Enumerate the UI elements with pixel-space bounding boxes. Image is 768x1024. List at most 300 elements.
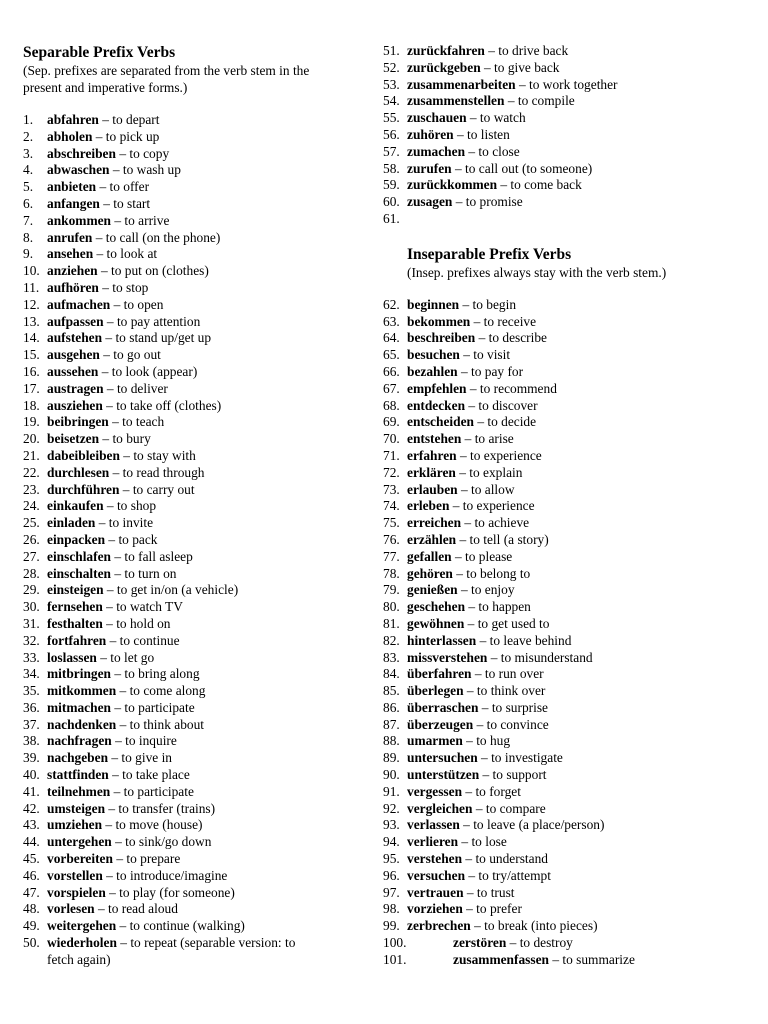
verb-term: zerbrechen — [407, 918, 471, 934]
verb-term: entstehen — [407, 431, 462, 447]
list-item — [383, 177, 753, 194]
verb-term: fortfahren — [47, 632, 107, 648]
verb-definition: – to introduce/imagine — [106, 867, 228, 883]
item-number: 98. — [383, 901, 400, 917]
verb-term: unterstützen — [407, 767, 480, 783]
verb-definition: – to understand — [465, 851, 548, 867]
list-item — [383, 347, 753, 364]
verb-term: besuchen — [407, 347, 460, 363]
verb-term: überfahren — [407, 666, 472, 682]
verb-definition: – to pick up — [95, 128, 160, 144]
verb-term: anrufen — [47, 229, 93, 245]
item-number: 35. — [23, 683, 40, 699]
list-item — [383, 733, 753, 750]
inseparable-subtitle: (Insep. prefixes always stay with the verb stem.) — [407, 264, 667, 280]
verb-definition: – to recommend — [469, 380, 557, 396]
verb-term: beginnen — [407, 296, 460, 312]
verb-definition: – to come back — [500, 177, 582, 193]
verb-definition: – to copy — [119, 145, 170, 161]
list-item — [23, 817, 363, 834]
separable-subtitle — [23, 62, 363, 96]
list-item — [23, 935, 363, 952]
item-number: 27. — [23, 548, 40, 564]
verb-term: überzeugen — [407, 716, 474, 732]
item-number: 66. — [383, 363, 400, 379]
verb-term: untersuchen — [407, 750, 478, 766]
list-item — [383, 666, 753, 683]
list-item — [23, 868, 363, 885]
item-number: 79. — [383, 582, 400, 598]
verb-term: abwaschen — [47, 162, 110, 178]
verb-term: gefallen — [407, 548, 452, 564]
item-number: 99. — [383, 918, 400, 934]
item-number: 15. — [23, 347, 40, 363]
verb-term: vorlesen — [47, 901, 95, 917]
list-item — [23, 431, 363, 448]
item-number: 25. — [23, 515, 40, 531]
list-item — [23, 112, 363, 129]
list-item — [23, 784, 363, 801]
item-number: 40. — [23, 767, 40, 783]
list-item — [383, 127, 753, 144]
item-number: 34. — [23, 666, 40, 682]
verb-term: einpacken — [47, 531, 106, 547]
verb-definition: – to open — [113, 296, 164, 312]
verb-definition: – to run over — [474, 666, 544, 682]
item-number: 45. — [23, 851, 40, 867]
list-item — [383, 431, 753, 448]
verb-term: ansehen — [47, 246, 94, 262]
item-number: 90. — [383, 767, 400, 783]
verb-definition: – to leave behind — [479, 632, 572, 648]
verb-term: verstehen — [407, 851, 463, 867]
verb-definition: – to support — [482, 767, 547, 783]
separable-verb-list — [23, 112, 363, 935]
verb-definition: – to prepare — [116, 851, 181, 867]
inseparable-verb-list — [383, 297, 753, 935]
verb-definition: – to stay with — [123, 447, 196, 463]
verb-term: anziehen — [47, 263, 98, 279]
item-number: 75. — [383, 515, 400, 531]
verb-definition: – to convince — [476, 716, 549, 732]
verb-definition: – to transfer (trains) — [108, 800, 216, 816]
item-number: 84. — [383, 666, 400, 682]
list-item — [23, 901, 363, 918]
item-number: 92. — [383, 800, 400, 816]
list-item — [23, 213, 363, 230]
verb-definition: – to participate — [114, 699, 195, 715]
verb-term: mitkommen — [47, 683, 117, 699]
verb-term: festhalten — [47, 615, 103, 631]
verb-definition: – to continue — [109, 632, 180, 648]
verb-definition: – to look at — [96, 246, 158, 262]
verb-definition: – to receive — [473, 313, 537, 329]
list-item — [383, 599, 753, 616]
verb-definition: – to stop — [102, 279, 149, 295]
item-number: 33. — [23, 649, 40, 665]
item-number: 8. — [23, 229, 34, 245]
verb-definition: – to watch — [469, 110, 526, 126]
list-item — [23, 196, 363, 213]
list-item — [23, 885, 363, 902]
list-item — [383, 549, 753, 566]
verb-definition: – to bury — [102, 431, 151, 447]
verb-definition: – to drive back — [488, 43, 569, 58]
verb-definition: – to read through — [112, 464, 205, 480]
item-number: 68. — [383, 397, 400, 413]
verb-definition: – to shop — [106, 498, 157, 514]
item-number: 46. — [23, 867, 40, 883]
item-number: 17. — [23, 380, 40, 396]
verb-term: geschehen — [407, 599, 466, 615]
item-number: 36. — [23, 699, 40, 715]
right-column — [383, 0, 753, 969]
item-number: 4. — [23, 162, 34, 178]
list-item — [383, 851, 753, 868]
list-item — [23, 851, 363, 868]
verb-definition: – to give back — [484, 59, 560, 75]
verb-term: zurückkommen — [407, 177, 498, 193]
item-number: 10. — [23, 263, 40, 279]
verb-definition: – to trust — [466, 884, 515, 900]
verb-term: weitergehen — [47, 918, 117, 934]
list-item — [23, 498, 363, 515]
verb-term: zusammenstellen — [407, 93, 505, 109]
separable-heading: Separable Prefix Verbs — [23, 44, 176, 61]
list-item — [23, 767, 363, 784]
verb-term: nachdenken — [47, 716, 117, 732]
item-number: 91. — [383, 783, 400, 799]
list-item — [23, 733, 363, 750]
list-item — [383, 465, 753, 482]
item-number: 49. — [23, 918, 40, 934]
verb-definition: – to break (into pieces) — [474, 918, 598, 934]
verb-definition: – to explain — [459, 464, 523, 480]
verb-term: umsteigen — [47, 800, 106, 816]
separable-subtitle-line1: (Sep. prefixes are separated from the verb stem in the — [23, 63, 310, 78]
item-number: 29. — [23, 582, 40, 598]
verb-term: fernsehen — [47, 599, 103, 615]
inseparable-heading: Inseparable Prefix Verbs — [407, 245, 572, 263]
item-number: 82. — [383, 632, 400, 648]
list-item — [383, 952, 753, 969]
list-item — [383, 515, 753, 532]
item-number: 44. — [23, 834, 40, 850]
verb-definition: – to let go — [100, 649, 155, 665]
list-item — [23, 263, 363, 280]
verb-term: verlassen — [407, 817, 460, 833]
verb-definition: – to deliver — [106, 380, 168, 396]
verb-term: anfangen — [47, 195, 100, 211]
verb-definition: – to pay attention — [106, 313, 201, 329]
list-item — [383, 381, 753, 398]
verb-definition: – to continue (walking) — [119, 918, 245, 934]
verb-term: nachfragen — [47, 733, 112, 749]
verb-term: mitbringen — [47, 666, 111, 682]
verb-term: aufstehen — [47, 330, 103, 346]
verb-term: zusammenfassen — [453, 951, 549, 967]
item-number: 31. — [23, 615, 40, 631]
item-number: 100. — [383, 935, 407, 951]
verb-definition: – to watch TV — [106, 599, 183, 615]
list-item — [23, 465, 363, 482]
verb-term: zusagen — [407, 194, 453, 210]
list-item — [383, 60, 753, 77]
verb-term: abholen — [47, 128, 93, 144]
list-item — [383, 801, 753, 818]
verb-definition: – to offer — [99, 179, 150, 195]
verb-term: zurückgeben — [407, 59, 481, 75]
list-item — [23, 129, 363, 146]
verb-term: gewöhnen — [407, 615, 465, 631]
list-item — [23, 549, 363, 566]
item-number: 78. — [383, 565, 400, 581]
list-item — [23, 650, 363, 667]
list-item-empty — [383, 211, 753, 228]
verb-term: empfehlen — [407, 380, 467, 396]
list-item — [383, 482, 753, 499]
list-item — [383, 297, 753, 314]
item-number: 48. — [23, 901, 40, 917]
list-item — [23, 179, 363, 196]
verb-definition: – to decide — [477, 414, 537, 430]
verb-term: verlieren — [407, 834, 459, 850]
list-item — [23, 918, 363, 935]
item-number: 52. — [383, 59, 400, 75]
verb-term: erreichen — [407, 515, 462, 531]
verb-term: einschalten — [47, 565, 111, 581]
item-number: 67. — [383, 380, 400, 396]
verb-term: vergleichen — [407, 800, 473, 816]
item-number: 61. — [383, 210, 400, 226]
item-number: 81. — [383, 615, 400, 631]
verb-term: überlegen — [407, 683, 464, 699]
list-item — [383, 633, 753, 650]
verb-definition: – to destroy — [509, 935, 573, 951]
item-number: 14. — [23, 330, 40, 346]
list-item — [383, 314, 753, 331]
verb-definition: – to enjoy — [460, 582, 515, 598]
item-number: 74. — [383, 498, 400, 514]
verb-term: wiederholen — [47, 935, 117, 951]
verb-definition: – to allow — [460, 481, 515, 497]
list-item — [383, 717, 753, 734]
verb-definition: – to begin — [462, 296, 517, 312]
verb-definition: – to come along — [119, 683, 206, 699]
list-item — [23, 314, 363, 331]
list-item — [383, 498, 753, 515]
list-item — [383, 110, 753, 127]
list-item — [383, 398, 753, 415]
verb-term: erzählen — [407, 531, 457, 547]
verb-definition: – to look (appear) — [101, 363, 198, 379]
item-number: 96. — [383, 867, 400, 883]
verb-term: austragen — [47, 380, 104, 396]
item-number: 93. — [383, 817, 400, 833]
verb-definition: – to close — [468, 143, 520, 159]
item-number: 60. — [383, 194, 400, 210]
verb-term: bezahlen — [407, 363, 458, 379]
item-number: 63. — [383, 313, 400, 329]
verb-term: einladen — [47, 515, 96, 531]
list-item — [383, 767, 753, 784]
verb-definition: – to summarize — [552, 951, 635, 967]
verb-term: zerstören — [453, 935, 507, 951]
list-item — [383, 364, 753, 381]
verb-definition: – to try/attempt — [468, 867, 551, 883]
list-item — [23, 347, 363, 364]
verb-definition: – to think about — [119, 716, 205, 732]
list-item — [23, 599, 363, 616]
verb-term: hinterlassen — [407, 632, 477, 648]
verb-term: einkaufen — [47, 498, 104, 514]
item-number: 41. — [23, 783, 40, 799]
list-item — [383, 161, 753, 178]
list-item — [383, 683, 753, 700]
verb-definition: – to prefer — [466, 901, 522, 917]
list-item — [383, 700, 753, 717]
verb-definition: – to start — [103, 195, 151, 211]
list-item — [23, 582, 363, 599]
list-item — [383, 582, 753, 599]
item-number: 30. — [23, 599, 40, 615]
verb-definition: – to hold on — [106, 615, 171, 631]
verb-definition: – to lose — [461, 834, 507, 850]
item-number: 76. — [383, 531, 400, 547]
list-item — [23, 146, 363, 163]
item-number: 20. — [23, 431, 40, 447]
item-number: 56. — [383, 126, 400, 142]
item-number: 32. — [23, 632, 40, 648]
item-number: 58. — [383, 160, 400, 176]
item-number: 12. — [23, 296, 40, 312]
item-number: 54. — [383, 93, 400, 109]
list-item — [383, 834, 753, 851]
verb-term: zusammenarbeiten — [407, 76, 516, 92]
list-item — [23, 162, 363, 179]
item-number: 47. — [23, 884, 40, 900]
verb-definition: – to misunderstand — [490, 649, 593, 665]
verb-term: genießen — [407, 582, 458, 598]
verb-definition: – to bring along — [114, 666, 200, 682]
item-number: 69. — [383, 414, 400, 430]
item-number: 21. — [23, 447, 40, 463]
verb-definition: – to fall asleep — [114, 548, 193, 564]
verb-term: einsteigen — [47, 582, 104, 598]
verb-definition: – to depart — [102, 112, 160, 127]
list-item — [383, 616, 753, 633]
verb-term: ausgehen — [47, 347, 100, 363]
list-item — [23, 717, 363, 734]
item-number: 1. — [23, 112, 34, 127]
verb-term: überraschen — [407, 699, 479, 715]
verb-definition: – to happen — [468, 599, 531, 615]
list-item — [383, 532, 753, 549]
list-item — [383, 194, 753, 211]
verb-term: zuschauen — [407, 110, 467, 126]
verb-definition: – to belong to — [456, 565, 531, 581]
verb-definition: – to visit — [463, 347, 511, 363]
item-number: 16. — [23, 363, 40, 379]
verb-term: durchlesen — [47, 464, 110, 480]
item-number: 22. — [23, 464, 40, 480]
list-item — [23, 330, 363, 347]
item-number: 50. — [23, 935, 40, 951]
verb-term: loslassen — [47, 649, 97, 665]
list-item — [383, 784, 753, 801]
list-item — [23, 700, 363, 717]
verb-definition: – to arise — [464, 431, 514, 447]
verb-term: erklären — [407, 464, 456, 480]
item-number: 64. — [383, 330, 400, 346]
item-number: 57. — [383, 143, 400, 159]
item-number: 23. — [23, 481, 40, 497]
list-item — [23, 750, 363, 767]
list-item — [383, 93, 753, 110]
list-item — [383, 414, 753, 431]
verb-definition: – to repeat (separable version: to — [120, 935, 296, 951]
item-number: 42. — [23, 800, 40, 816]
list-item — [23, 515, 363, 532]
verb-term: vorziehen — [407, 901, 463, 917]
verb-definition: – to inquire — [115, 733, 177, 749]
inseparable-verb-list-wide — [383, 935, 753, 969]
verb-term: gehören — [407, 565, 453, 581]
list-item — [23, 482, 363, 499]
verb-term: anbieten — [47, 179, 97, 195]
verb-definition: – to put on (clothes) — [100, 263, 209, 279]
verb-definition: – to wash up — [112, 162, 181, 178]
list-item-continuation — [23, 952, 363, 969]
verb-definition: – to experience — [459, 447, 542, 463]
item-number: 26. — [23, 531, 40, 547]
item-number: 19. — [23, 414, 40, 430]
item-number: 72. — [383, 464, 400, 480]
verb-definition: – to hug — [466, 733, 511, 749]
verb-term: aussehen — [47, 363, 99, 379]
list-item — [383, 330, 753, 347]
list-item — [23, 566, 363, 583]
verb-term: dabeibleiben — [47, 447, 120, 463]
verb-definition: – to read aloud — [97, 901, 178, 917]
verb-definition-continued: fetch again) — [47, 951, 111, 967]
list-item — [383, 817, 753, 834]
verb-definition: – to call out (to someone) — [455, 160, 593, 176]
list-item — [383, 750, 753, 767]
verb-term: missverstehen — [407, 649, 488, 665]
separable-subtitle-line2: present and imperative forms.) — [23, 80, 188, 95]
verb-definition: – to give in — [111, 750, 172, 766]
item-number: 77. — [383, 548, 400, 564]
list-item — [383, 43, 753, 60]
item-number: 59. — [383, 177, 400, 193]
item-number: 11. — [23, 279, 40, 295]
verb-definition: – to get used to — [467, 615, 550, 631]
item-number: 6. — [23, 195, 34, 211]
verb-definition: – to sink/go down — [115, 834, 212, 850]
verb-definition: – to pay for — [460, 363, 524, 379]
list-item — [383, 448, 753, 465]
verb-term: untergehen — [47, 834, 112, 850]
verb-definition: – to work together — [518, 76, 618, 92]
verb-term: erlauben — [407, 481, 458, 497]
item-number: 83. — [383, 649, 400, 665]
list-item — [23, 364, 363, 381]
separable-verb-list-continued — [383, 43, 753, 211]
item-number: 62. — [383, 296, 400, 312]
item-number: 9. — [23, 246, 34, 262]
verb-term: aufhören — [47, 279, 99, 295]
